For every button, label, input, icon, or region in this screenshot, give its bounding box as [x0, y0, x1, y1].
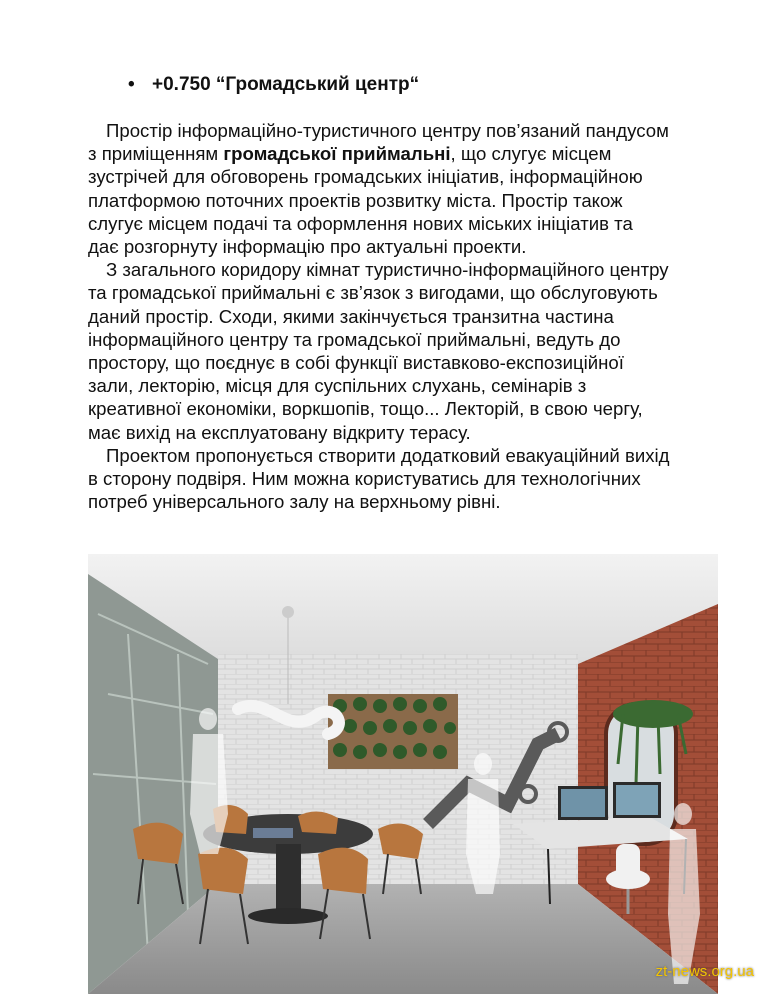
paragraph-2: З загального коридору кімнат туристично-інформаційного центру та громадської приймальні є зв’язок з вигодами, що обслуговують даний простір. Сходи, якими закінчується транзитна частина інформаційного центру та громадської приймальні, ведуть до простору, що поєднує в собі функції виставково-експозиційної зали, лекторію, місця для суспільних слухань, семінарів з креативної економіки, воркшопів, тощо... Лекторій, в свою чергу, має вихід на експлуатовану відкриту терасу.: [88, 259, 669, 443]
paragraph-1-bold: громадської приймальні: [223, 143, 451, 165]
heading-text: +0.750 “Громадський центр“: [152, 74, 420, 95]
section-heading: [128, 72, 419, 98]
paragraph-1-end: , що слугує місцем зустрічей для обговорень громадських ініціатив, інформаційною платформою поточних проектів розвитку міста. Простір також слугує місцем подачі та оформлення нових міських ініціатив та дає розгорнуту інформацію про актуальні проекти.: [88, 143, 643, 258]
interior-render-image: [88, 554, 718, 994]
green-wall: [328, 694, 458, 769]
paragraph-3: Проектом пропонується створити додатковий евакуаційний вихід в сторону подвіря. Ним можна користуватись для технологічних потреб універсального залу на верхньому рівні.: [88, 444, 670, 513]
paragraph-1-start: Простір інформаційно-туристичного центру пов’язаний пандусом з приміщенням: [88, 120, 669, 165]
body-text: [88, 119, 748, 513]
watermark: zt-news.org.ua: [655, 963, 754, 980]
paragraph-1: [88, 119, 748, 258]
bullet-icon: •: [128, 74, 135, 95]
